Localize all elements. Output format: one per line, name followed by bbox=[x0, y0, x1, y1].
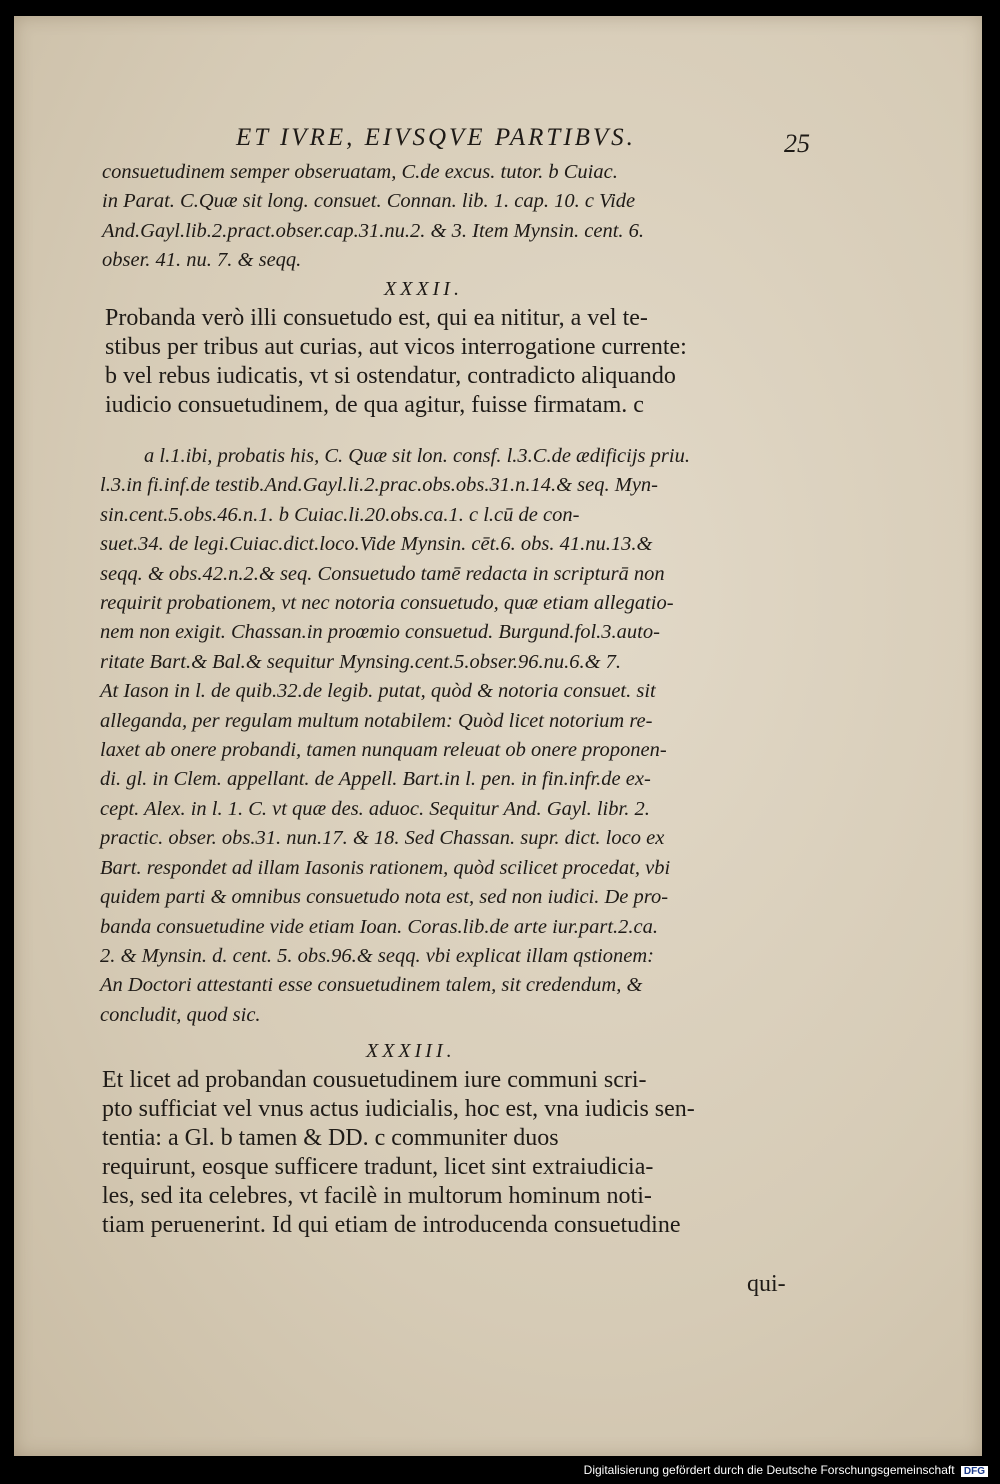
note-line: And.Gayl.lib.2.pract.obser.cap.31.nu.2. & 3. Item Mynsin. cent. 6. bbox=[102, 219, 645, 242]
note-line: banda consuetudine vide etiam Ioan. Coras.lib.de arte iur.part.2.ca. bbox=[100, 915, 658, 938]
section-heading-33: XXXIII. bbox=[366, 1040, 456, 1062]
note-line: At Iason in l. de quib.32.de legib. putat, quòd & notoria consuet. sit bbox=[100, 680, 656, 703]
note-line: consuetudinem semper obseruatam, C.de excus. tutor. b Cuiac. bbox=[102, 161, 618, 183]
text-line: Et licet ad probandan cousuetudinem iure communi scri- bbox=[102, 1067, 647, 1093]
note-line: requirit probationem, vt nec notoria consuetudo, quæ etiam allegatio- bbox=[100, 592, 674, 615]
credit-text: Digitalisierung gefördert durch die Deutsche Forschungsgemeinschaft bbox=[583, 1463, 955, 1477]
note-line: laxet ab onere probandi, tamen nunquam releuat ob onere proponen- bbox=[100, 739, 667, 762]
note-line: a l.1.ibi, probatis his, C. Quæ sit lon. consf. l.3.C.de ædificijs priu. bbox=[144, 445, 690, 467]
note-line: Bart. respondet ad illam Iasonis rationem, quòd scilicet procedat, vbi bbox=[100, 856, 671, 879]
book-page bbox=[14, 16, 982, 1456]
note-line: concludit, quod sic. bbox=[100, 1003, 261, 1026]
text-line: tiam peruenerint. Id qui etiam de introducenda consuetudine bbox=[102, 1212, 681, 1238]
note-line: suet.34. de legi.Cuiac.dict.loco.Vide Mynsin. cēt.6. obs. 41.nu.13.& bbox=[100, 533, 653, 556]
text-line: les, sed ita celebres, vt facilè in multorum hominum noti- bbox=[102, 1183, 652, 1209]
text-line: stibus per tribus aut curias, aut vicos interrogatione currente: bbox=[105, 334, 687, 360]
note-line: nem non exigit. Chassan.in proœmio consuetud. Burgund.fol.3.auto- bbox=[100, 621, 660, 644]
text-line: b vel rebus iudicatis, vt si ostendatur, contradicto aliquando bbox=[105, 363, 676, 389]
note-line: obser. 41. nu. 7. & seqq. bbox=[102, 249, 302, 272]
text-line: iudicio consuetudinem, de qua agitur, fuisse firmatam. c bbox=[105, 392, 644, 418]
note-line: practic. obser. obs.31. nun.17. & 18. Sed Chassan. supr. dict. loco ex bbox=[100, 827, 665, 850]
text-line: pto sufficiat vel vnus actus iudicialis, hoc est, vna iudicis sen- bbox=[102, 1096, 695, 1122]
note-line: cept. Alex. in l. 1. C. vt quæ des. aduoc. Sequitur And. Gayl. libr. 2. bbox=[100, 797, 650, 820]
note-line: alleganda, per regulam multum notabilem: Quòd licet notorium re- bbox=[100, 709, 653, 732]
section-heading-32: XXXII. bbox=[384, 278, 463, 300]
page-number: 25 bbox=[784, 129, 810, 158]
note-line: An Doctori attestanti esse consuetudinem talem, sit credendum, & bbox=[100, 974, 643, 997]
digitization-credit bbox=[584, 1463, 988, 1477]
text-line: tentia: a Gl. b tamen & DD. c communiter duos bbox=[102, 1125, 559, 1151]
section-32-notes bbox=[100, 442, 690, 1030]
text-line: Probanda verò illi consuetudo est, qui ea nititur, a vel te- bbox=[105, 305, 648, 331]
top-notes bbox=[102, 158, 644, 276]
note-line: l.3.in fi.inf.de testib.And.Gayl.li.2.prac.obs.obs.31.n.14.& seq. Myn- bbox=[100, 474, 659, 497]
dfg-logo-icon: DFG bbox=[961, 1466, 988, 1477]
text-line: requirunt, eosque sufficere tradunt, licet sint extraiudicia- bbox=[102, 1154, 654, 1180]
note-line: 2. & Mynsin. d. cent. 5. obs.96.& seqq. vbi explicat illam qstionem: bbox=[100, 944, 654, 967]
running-title: ET IVRE, EIVSQVE PARTIBVS. bbox=[236, 124, 636, 151]
note-line: quidem parti & omnibus consuetudo nota est, sed non iudici. De pro- bbox=[100, 886, 669, 909]
catchword: qui- bbox=[747, 1271, 786, 1297]
note-line: sin.cent.5.obs.46.n.1. b Cuiac.li.20.obs.ca.1. c l.cū de con- bbox=[100, 503, 580, 526]
note-line: in Parat. C.Quæ sit long. consuet. Connan. lib. 1. cap. 10. c Vide bbox=[102, 190, 636, 213]
note-line: di. gl. in Clem. appellant. de Appell. Bart.in l. pen. in fin.infr.de ex- bbox=[100, 768, 651, 791]
section-33-text bbox=[102, 1066, 695, 1240]
section-32-text bbox=[105, 304, 687, 420]
note-line: ritate Bart.& Bal.& sequitur Mynsing.cent.5.obser.96.nu.6.& 7. bbox=[100, 650, 622, 673]
note-line: seqq. & obs.42.n.2.& seq. Consuetudo tamē redacta in scripturā non bbox=[100, 562, 665, 585]
